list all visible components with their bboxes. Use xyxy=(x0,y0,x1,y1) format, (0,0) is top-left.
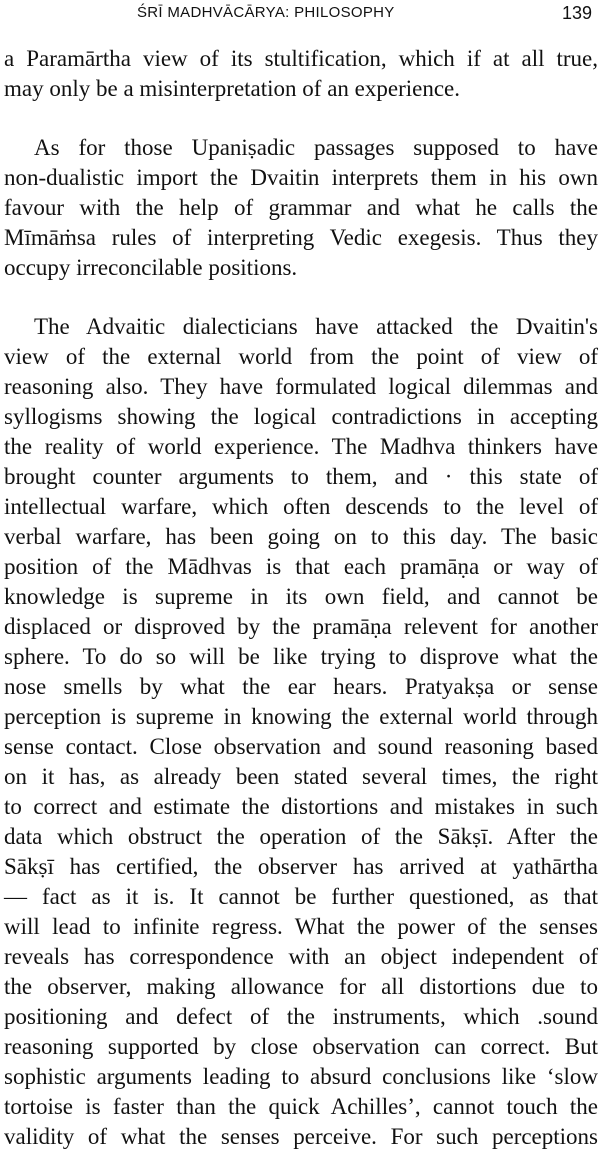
text-line: sense contact. Close observation and sound reasoning based xyxy=(4,734,598,759)
text-line: positioning and defect of the instruments, which .sound xyxy=(4,1004,598,1029)
text-line: The Advaitic dialecticians have attacked the Dvaitin's xyxy=(34,314,598,339)
paragraph-gap xyxy=(4,104,598,133)
text-line: reasoning also. They have formulated logical dilemmas and xyxy=(4,374,598,399)
body-text xyxy=(4,44,598,1152)
text-line: on it has, as already been stated several times, the right xyxy=(4,764,598,789)
text-line: reasoning supported by close observation can correct. But xyxy=(4,1034,598,1059)
paragraph-upanisadic xyxy=(4,133,598,283)
text-line: displaced or disproved by the pramāṇa relevent for another xyxy=(4,614,598,639)
text-line: occupy irreconcilable positions. xyxy=(4,255,298,280)
text-line: tortoise is faster than the quick Achilles’, cannot touch the xyxy=(4,1094,598,1119)
text-line: verbal warfare, has been going on to this day. The basic xyxy=(4,524,598,549)
page-number: 139 xyxy=(561,3,592,23)
text-line: sophistic arguments leading to absurd conclusions like ‘slow xyxy=(4,1064,598,1089)
text-line: will lead to infinite regress. What the power of the senses xyxy=(4,914,598,939)
text-line: favour with the help of grammar and what he calls the xyxy=(4,195,598,220)
text-line: view of the external world from the point of view of xyxy=(4,344,598,369)
text-line: intellectual warfare, which often descends to the level of xyxy=(4,494,598,519)
paragraph-advaitic xyxy=(4,312,598,1152)
text-line: brought counter arguments to them, and · this state of xyxy=(4,464,598,489)
paragraph-continuation xyxy=(4,44,598,104)
text-line: — fact as it is. It cannot be further questioned, as that xyxy=(4,884,598,909)
text-line: Sākṣī has certified, the observer has arrived at yathārtha xyxy=(4,854,598,879)
text-line: position of the Mādhvas is that each pramāṇa or way of xyxy=(4,554,598,579)
running-title: ŚRĪ MADHVĀCĀRYA: PHILOSOPHY xyxy=(137,4,395,21)
running-head xyxy=(0,4,600,24)
text-line: the observer, making allowance for all distortions due to xyxy=(4,974,598,999)
text-line: perception is supreme in knowing the external world through xyxy=(4,704,598,729)
text-line: As for those Upaniṣadic passages supposed to have xyxy=(34,135,598,160)
text-line: Mīmāṁsa rules of interpreting Vedic exegesis. Thus they xyxy=(4,225,598,250)
text-line: sphere. To do so will be like trying to disprove what the xyxy=(4,644,598,669)
paragraph-gap xyxy=(4,283,598,312)
text-line: knowledge is supreme in its own field, and cannot be xyxy=(4,584,598,609)
text-line: to correct and estimate the distortions and mistakes in such xyxy=(4,794,598,819)
text-line: may only be a misinterpretation of an experience. xyxy=(4,76,460,101)
text-line: a Paramārtha view of its stultification, which if at all true, xyxy=(4,46,598,71)
text-line: data which obstruct the operation of the Sākṣī. After the xyxy=(4,824,598,849)
text-line: the reality of world experience. The Madhva thinkers have xyxy=(4,434,598,459)
text-line: nose smells by what the ear hears. Pratyakṣa or sense xyxy=(4,674,598,699)
text-line: syllogisms showing the logical contradictions in accepting xyxy=(4,404,598,429)
text-line: reveals has correspondence with an object independent of xyxy=(4,944,598,969)
text-line: validity of what the senses perceive. For such perceptions xyxy=(4,1124,598,1149)
text-line: non-dualistic import the Dvaitin interprets them in his own xyxy=(4,165,598,190)
